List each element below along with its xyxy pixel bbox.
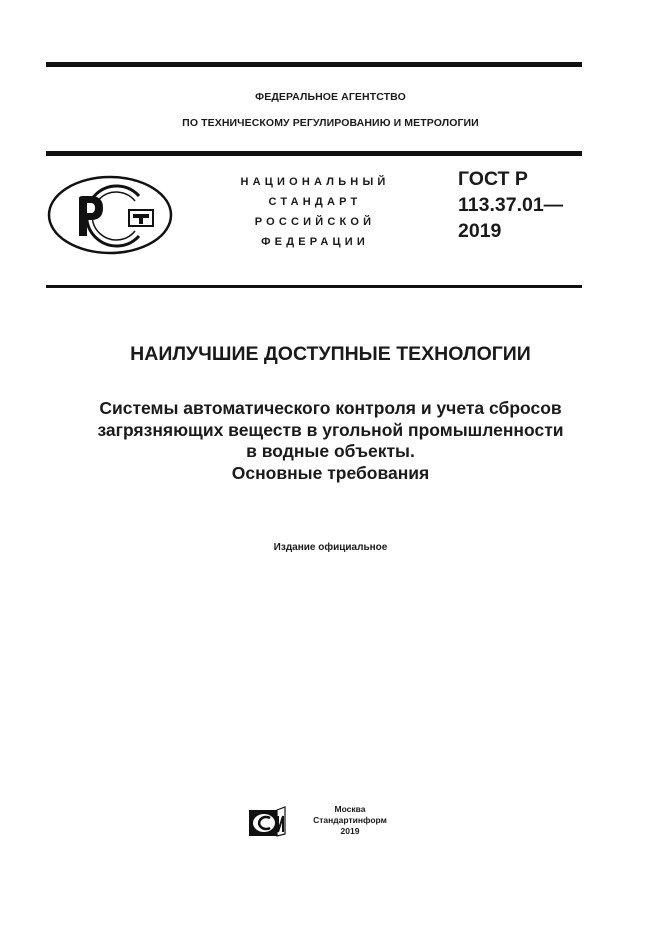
document-main-title: НАИЛУЧШИЕ ДОСТУПНЫЕ ТЕХНОЛОГИИ [130,343,531,365]
subtitle-line: в водные объекты. [246,441,415,461]
lower-rule [46,285,582,288]
gost-line: ГОСТ Р [458,168,528,190]
gost-number [458,166,563,244]
agency-line-2: ПО ТЕХНИЧЕСКОМУ РЕГУЛИРОВАНИЮ И МЕТРОЛОГИИ [182,117,479,129]
subtitle-line: Системы автоматического контроля и учета сбросов [99,398,562,418]
subtitle-line: загрязняющих веществ в угольной промышленности [97,419,564,440]
rst-certification-mark-icon [47,174,173,256]
agency-line-1: ФЕДЕРАЛЬНОЕ АГЕНТСТВО [255,91,406,103]
gost-line: 2019 [458,220,502,242]
gost-line: 113.37.01— [458,194,564,216]
upper-rule [46,151,582,156]
national-standard-line: РОССИЙСКОЙ [254,216,376,228]
publisher-city: Москва [334,804,366,814]
national-standard-line: ФЕДЕРАЦИИ [261,236,369,248]
national-standard-line: НАЦИОНАЛЬНЫЙ [240,176,390,188]
top-rule [46,62,582,67]
document-subtitle [0,398,661,484]
publisher-year: 2019 [340,826,360,836]
edition-label: Издание официальное [273,542,388,553]
national-standard-line: СТАНДАРТ [268,196,362,208]
subtitle-line: Основные требования [231,462,430,483]
publisher-block [300,804,400,837]
publisher-name: Стандартинформ [313,815,387,825]
standartinform-logo-icon [247,806,289,838]
national-standard-label [200,172,430,252]
